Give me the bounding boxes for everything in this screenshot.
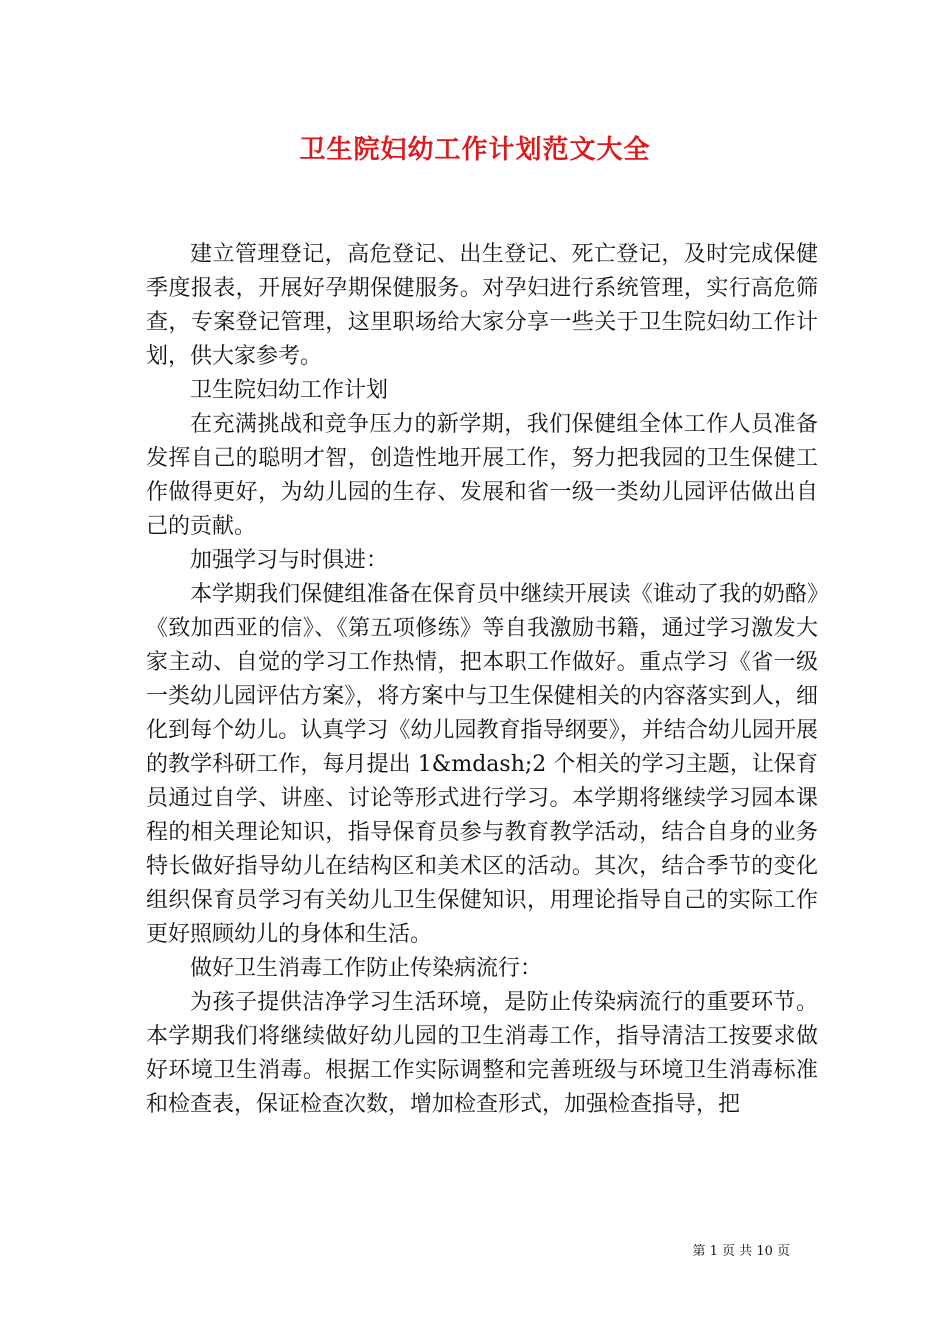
paragraph-intro: 建立管理登记，高危登记、出生登记、死亡登记，及时完成保健季度报表，开展好孕期保健服务。对孕妇进行系统管理，实行高危筛查，专案登记管理，这里职场给大家分享一些关于卫生院妇幼工作计划，供大家参考。 xyxy=(146,242,818,369)
page-number: 第 1 页 共 10 页 xyxy=(692,1244,790,1259)
paragraph-heading-study: 加强学习与时俱进： xyxy=(190,548,389,573)
paragraph-disinfection: 为孩子提供洁净学习生活环境，是防止传染病流行的重要环节。本学期我们将继续做好幼儿园的卫生消毒工作，指导清洁工按要求做好环境卫生消毒。根据工作实际调整和完善班级与环境卫生消毒标准和检查表，保证检查次数，增加检查形式，加强检查指导，把 xyxy=(146,990,818,1117)
paragraph-new-semester: 在充满挑战和竞争压力的新学期，我们保健组全体工作人员准备发挥自己的聪明才智，创造性地开展工作，努力把我园的卫生保健工作做得更好，为幼儿园的生存、发展和省一级一类幼儿园评估做出自己的贡献。 xyxy=(146,412,818,539)
paragraph-heading-disinfection: 做好卫生消毒工作防止传染病流行： xyxy=(190,956,543,981)
document-title: 卫生院妇幼工作计划范文大全 xyxy=(299,135,651,165)
document-body xyxy=(146,238,818,1122)
paragraph-study: 本学期我们保健组准备在保育员中继续开展读《谁动了我的奶酪》《致加西亚的信》、《第五项修练》等自我激励书籍，通过学习激发大家主动、自觉的学习工作热情，把本职工作做好。重点学习《省一级一类幼儿园评估方案》，将方案中与卫生保健相关的内容落实到人，细化到每个幼儿。认真学习《幼儿园教育指导纲要》，并结合幼儿园开展的教学科研工作，每月提出 1&mdash;2 个相关的学习主题，让保育员通过自学、讲座、讨论等形式进行学习。本学期将继续学习园本课程的相关理论知识，指导保育员参与教育教学活动，结合自身的业务特长做好指导幼儿在结构区和美术区的活动。其次，结合季节的变化组织保育员学习有关幼儿卫生保健知识，用理论指导自己的实际工作更好照顾幼儿的身体和生活。 xyxy=(146,582,818,947)
paragraph-heading-plan: 卫生院妇幼工作计划 xyxy=(190,378,389,403)
